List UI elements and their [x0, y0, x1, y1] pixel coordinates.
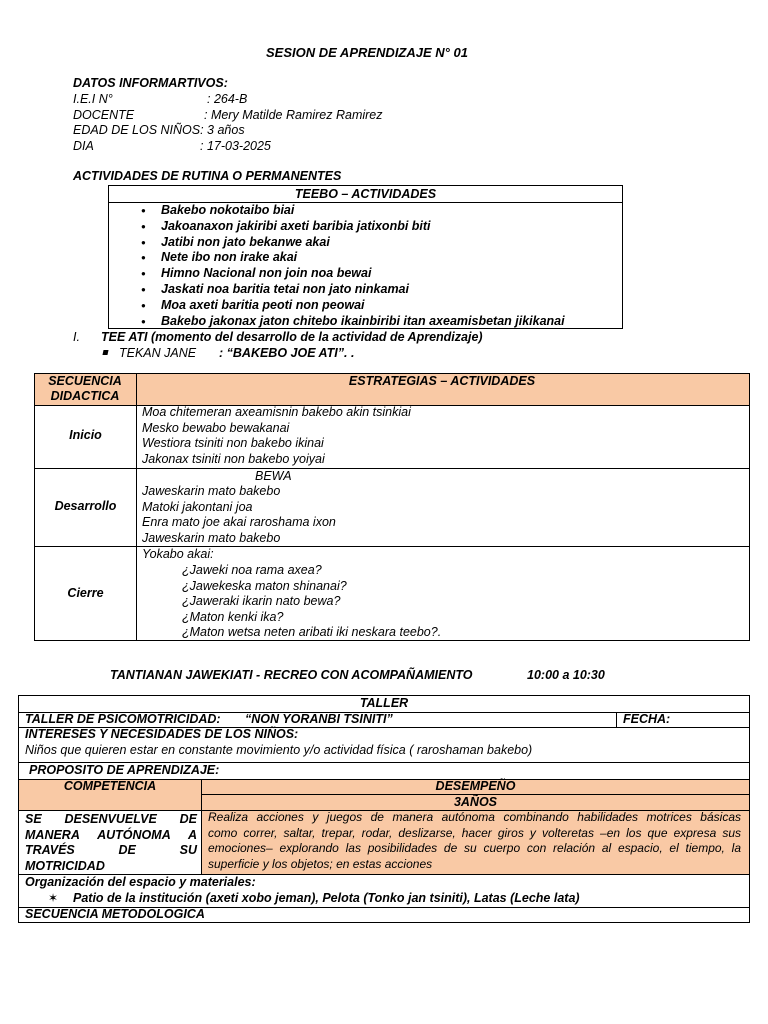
list-item: Matoki jakontani joa	[142, 499, 253, 514]
taller-table	[18, 695, 750, 923]
list-item: ● Bakebo jakonax jaton chitebo ikainbiribi itan axeamisbetan jikikanai	[137, 314, 622, 330]
rutina-list	[109, 203, 622, 329]
row-label-desarrollo: Desarrollo	[54, 499, 117, 513]
list-item: ¿Jaweki noa rama axea?	[182, 563, 322, 577]
list-item: ¿Maton kenki ika?	[182, 609, 284, 624]
list-item: Jaweskarin mato bakebo	[142, 484, 281, 498]
page-title: SESION DE APRENDIZAJE N° 01	[266, 45, 468, 60]
competencia-line: MOTRICIDAD	[25, 858, 105, 873]
secuencia-table	[34, 373, 750, 641]
col-divider	[201, 780, 202, 874]
col-divider	[616, 712, 617, 728]
row-label-inicio: Inicio	[69, 428, 102, 442]
competencia-line: MANERA AUTÓNOMA A	[25, 827, 197, 842]
tekan-label: TEKAN JANE	[119, 346, 197, 360]
rutina-heading: ACTIVIDADES DE RUTINA O PERMANENTES	[73, 169, 342, 183]
list-item: ● Himno Nacional non join noa bewai	[137, 266, 622, 282]
datos-heading: DATOS INFORMARTIVOS:	[73, 76, 228, 90]
row-divider	[35, 468, 749, 469]
col2-header: ESTRATEGIAS – ACTIVIDADES	[348, 374, 536, 388]
list-item: Jaweskarin mato bakebo	[142, 530, 281, 545]
taller-header: TALLER	[19, 696, 749, 713]
list-item: Westiora tsiniti non bakebo ikinai	[142, 436, 324, 450]
intereses-heading: INTERESES Y NECESIDADES DE LOS NIÑOS:	[25, 727, 299, 741]
competencia-line: SE DESENVUELVE DE	[25, 812, 197, 826]
square-bullet-icon	[102, 350, 108, 355]
col1-header: SECUENCIA DIDACTICA	[48, 374, 122, 403]
list-item: ¿Jaweraki ikarin nato bewa?	[182, 594, 341, 608]
iei-label: I.E.I N°	[73, 92, 113, 106]
desempeno-header: DESEMPEÑO	[435, 779, 516, 793]
star-bullet-icon: ✶	[48, 891, 59, 905]
list-item: ● Jakoanaxon jakiribi axeti baribia jatixonbi biti	[137, 219, 622, 235]
list-item: ¿Maton wetsa neten aribati iki neskara teebo?.	[182, 625, 442, 639]
taller-name-label: TALLER DE PSICOMOTRICIDAD:	[25, 712, 221, 726]
desarrollo-lines	[142, 484, 336, 546]
list-item: ● Moa axeti baritia peoti non peowai	[137, 298, 622, 314]
cierre-first-line: Yokabo akai:	[142, 547, 214, 561]
fecha-label: FECHA:	[623, 712, 671, 726]
desarrollo-center-line: BEWA	[255, 469, 292, 483]
organizacion-heading: Organización del espacio y materiales:	[25, 875, 256, 889]
list-item: Enra mato joe akai raroshama ixon	[142, 515, 336, 529]
proposito-heading: PROPOSITO DE APRENDIZAJE:	[29, 763, 220, 777]
secuencia-metodologica: SECUENCIA METODOLOGICA	[25, 907, 205, 921]
taller-name-value: “NON YORANBI TSINITI”	[245, 712, 393, 726]
intereses-text: Niños que quieren estar en constante movimiento y/o actividad física ( raroshaman bakebo)	[25, 743, 533, 757]
desempeno-line: Realiza acciones y juegos de manera autónoma combinando habilidades motrices básicas	[208, 810, 741, 824]
tekan-value: : “BAKEBO JOE ATI”. .	[219, 346, 355, 360]
docente-label: DOCENTE	[73, 108, 135, 122]
competencia-text	[25, 812, 197, 874]
dia-label: DIA	[73, 139, 94, 153]
desempeno-line: superficie y los objetos; en estas acciones	[208, 856, 433, 871]
row-label-cierre: Cierre	[67, 586, 104, 600]
edad-line: EDAD DE LOS NIÑOS: 3 años	[73, 123, 245, 137]
tee-ati-text: TEE ATI (momento del desarrollo de la actividad de Aprendizaje)	[101, 330, 483, 344]
list-item: Jakonax tsiniti non bakebo yoiyai	[142, 451, 325, 466]
list-item: ● Jatibi non jato bekanwe akai	[137, 235, 622, 251]
dia-value: : 17-03-2025	[200, 139, 271, 153]
organizacion-item: Patio de la institución (axeti xobo jeman), Pelota (Tonko jan tsiniti), Latas (Leche lata)	[73, 891, 580, 905]
recreo-text: TANTIANAN JAWEKIATI - RECREO CON ACOMPAÑAMIENTO	[110, 668, 473, 682]
rutina-table-header: TEEBO – ACTIVIDADES	[109, 186, 622, 203]
desempeno-line: como correr, saltar, trepar, rodar, deslizarse, hacer giros y volteretas –en los que expresa sus	[208, 825, 741, 840]
list-item: Moa chitemeran axeamisnin bakebo akin tsinkiai	[142, 405, 411, 419]
competencia-header: COMPETENCIA	[63, 779, 157, 793]
cierre-lines	[182, 563, 441, 641]
competencia-line: TRAVÉS DE SU	[25, 843, 197, 857]
col-divider	[136, 374, 137, 640]
list-item: ● Jaskati noa baritia tetai non jato ninkamai	[137, 282, 622, 298]
inicio-lines	[142, 405, 411, 467]
list-item: ● Nete ibo non irake akai	[137, 250, 622, 266]
desempeno-text	[208, 810, 741, 872]
edad-header: 3AÑOS	[453, 795, 498, 809]
tee-ati-number: I.	[73, 330, 80, 344]
list-item: ● Bakebo nokotaibo biai	[137, 203, 622, 219]
list-item: Mesko bewabo bewakanai	[142, 420, 290, 435]
docente-value: : Mery Matilde Ramirez Ramirez	[204, 108, 383, 122]
iei-value: : 264-B	[207, 92, 248, 106]
recreo-time: 10:00 a 10:30	[527, 668, 605, 682]
rutina-table	[108, 185, 623, 329]
list-item: ¿Jawekeska maton shinanai?	[182, 578, 347, 593]
desempeno-line: emociones– explorando las posibilidades de su cuerpo con relación al espacio, el tiempo, la	[208, 841, 741, 855]
